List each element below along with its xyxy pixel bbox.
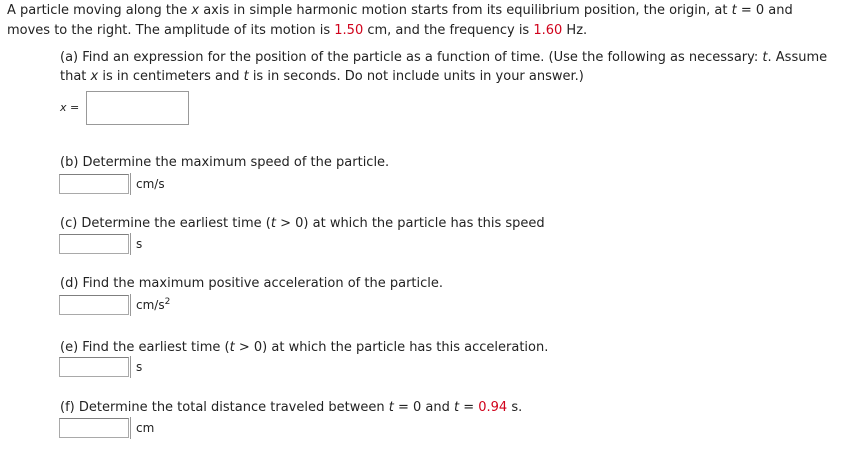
question-text: that <box>60 69 91 84</box>
question-text: (e) Find the earliest time ( <box>60 340 230 355</box>
variable-t: t <box>762 50 768 65</box>
problem-intro-line-1 <box>7 1 793 21</box>
part-f-answer-input[interactable] <box>59 418 129 438</box>
intro-text: A particle moving along the <box>7 3 192 18</box>
intro-text: moves to the right. The amplitude of its motion is <box>7 23 335 38</box>
equals-sign: = <box>66 101 80 114</box>
problem-intro-line-2 <box>7 21 587 41</box>
part-e-answer-input[interactable] <box>59 357 129 377</box>
intro-text: = 0 and <box>736 3 793 18</box>
amplitude-value: 1.50 <box>334 23 364 38</box>
unit-text: cm/s <box>136 298 165 312</box>
question-text: is in centimeters and <box>98 69 244 84</box>
part-d-unit <box>130 294 170 316</box>
variable-x: x <box>191 3 200 18</box>
part-f-unit: cm <box>130 417 154 439</box>
question-text: (a) Find an expression for the position of the particle as a function of time. (Use the following as necessary: <box>60 50 763 65</box>
part-b-answer-input[interactable] <box>59 174 129 194</box>
part-a-expression-input[interactable] <box>86 91 189 125</box>
time-value: 0.94 <box>478 400 508 415</box>
part-c-answer-input[interactable] <box>59 234 129 254</box>
part-d-answer-input[interactable] <box>59 295 129 315</box>
part-b-question: (b) Determine the maximum speed of the particle. <box>60 155 390 170</box>
part-a-question-line-1 <box>60 48 827 67</box>
question-text: (f) Determine the total distance traveled between <box>60 400 389 415</box>
variable-t: t <box>731 3 737 18</box>
intro-text: cm, and the frequency is <box>363 23 534 38</box>
question-text: > 0) at which the particle has this speed <box>275 216 545 231</box>
part-f-question <box>60 398 522 417</box>
part-e-question <box>60 338 548 357</box>
variable-t: t <box>388 400 394 415</box>
variable-t: t <box>270 216 276 231</box>
question-text: = <box>459 400 479 415</box>
variable-x: x <box>60 101 67 114</box>
part-a-question-line-2 <box>60 67 584 86</box>
question-text: is in seconds. Do not include units in your answer.) <box>248 69 584 84</box>
part-b-unit: cm/s <box>130 173 165 195</box>
unit-exponent: 2 <box>164 297 171 307</box>
variable-t: t <box>453 400 460 415</box>
intro-text: axis in simple harmonic motion starts from its equilibrium position, the origin, at <box>199 3 732 18</box>
part-c-unit: s <box>130 233 142 255</box>
part-a-answer-label <box>60 101 79 114</box>
part-e-unit: s <box>130 356 142 378</box>
frequency-value: 1.60 <box>533 23 563 38</box>
question-text: . Assume <box>767 50 828 65</box>
question-text: (c) Determine the earliest time ( <box>60 216 271 231</box>
part-c-question <box>60 214 545 233</box>
question-text: > 0) at which the particle has this acceleration. <box>234 340 549 355</box>
variable-x: x <box>90 69 99 84</box>
intro-text: Hz. <box>562 23 588 38</box>
question-text: = 0 and <box>393 400 454 415</box>
part-d-question: (d) Find the maximum positive acceleration of the particle. <box>60 276 444 291</box>
question-text: s. <box>507 400 523 415</box>
variable-t: t <box>229 340 235 355</box>
variable-t: t <box>243 69 249 84</box>
